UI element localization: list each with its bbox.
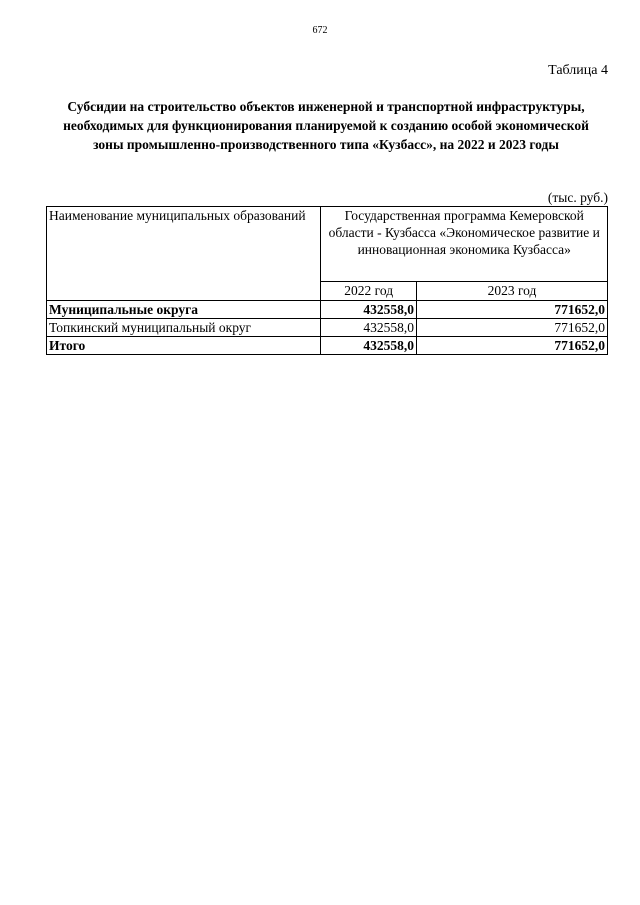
row-value-2022: 432558,0	[321, 337, 417, 355]
table-row	[47, 301, 608, 319]
title-line: необходимых для функционирования планируемой к созданию особой экономической	[63, 118, 589, 133]
row-name: Муниципальные округа	[47, 301, 321, 319]
row-name: Топкинский муниципальный округ	[47, 319, 321, 337]
title-line: зоны промышленно-производственного типа «Кузбасс», на 2022 и 2023 годы	[93, 137, 559, 152]
row-name: Итого	[47, 337, 321, 355]
table-header-row	[47, 207, 608, 282]
row-value-2022: 432558,0	[321, 319, 417, 337]
title-line: Субсидии на строительство объектов инженерной и транспортной инфраструктуры,	[67, 99, 585, 114]
row-value-2023: 771652,0	[416, 337, 607, 355]
header-year-2022: 2022 год	[321, 282, 417, 301]
header-program: Государственная программа Кемеровской области - Кузбасса «Экономическое развитие и инновационная экономика Кузбасса»	[321, 207, 608, 282]
table-row	[47, 319, 608, 337]
row-value-2023: 771652,0	[416, 319, 607, 337]
header-year-2023: 2023 год	[416, 282, 607, 301]
units-label: (тыс. руб.)	[547, 190, 608, 205]
table-row	[47, 337, 608, 355]
table-label: Таблица 4	[548, 63, 608, 78]
row-value-2023: 771652,0	[416, 301, 607, 319]
document-title	[40, 97, 612, 154]
header-municipality-name: Наименование муниципальных образований	[47, 207, 321, 301]
subsidy-table	[46, 206, 608, 355]
page-number: 672	[312, 25, 328, 36]
row-value-2022: 432558,0	[321, 301, 417, 319]
